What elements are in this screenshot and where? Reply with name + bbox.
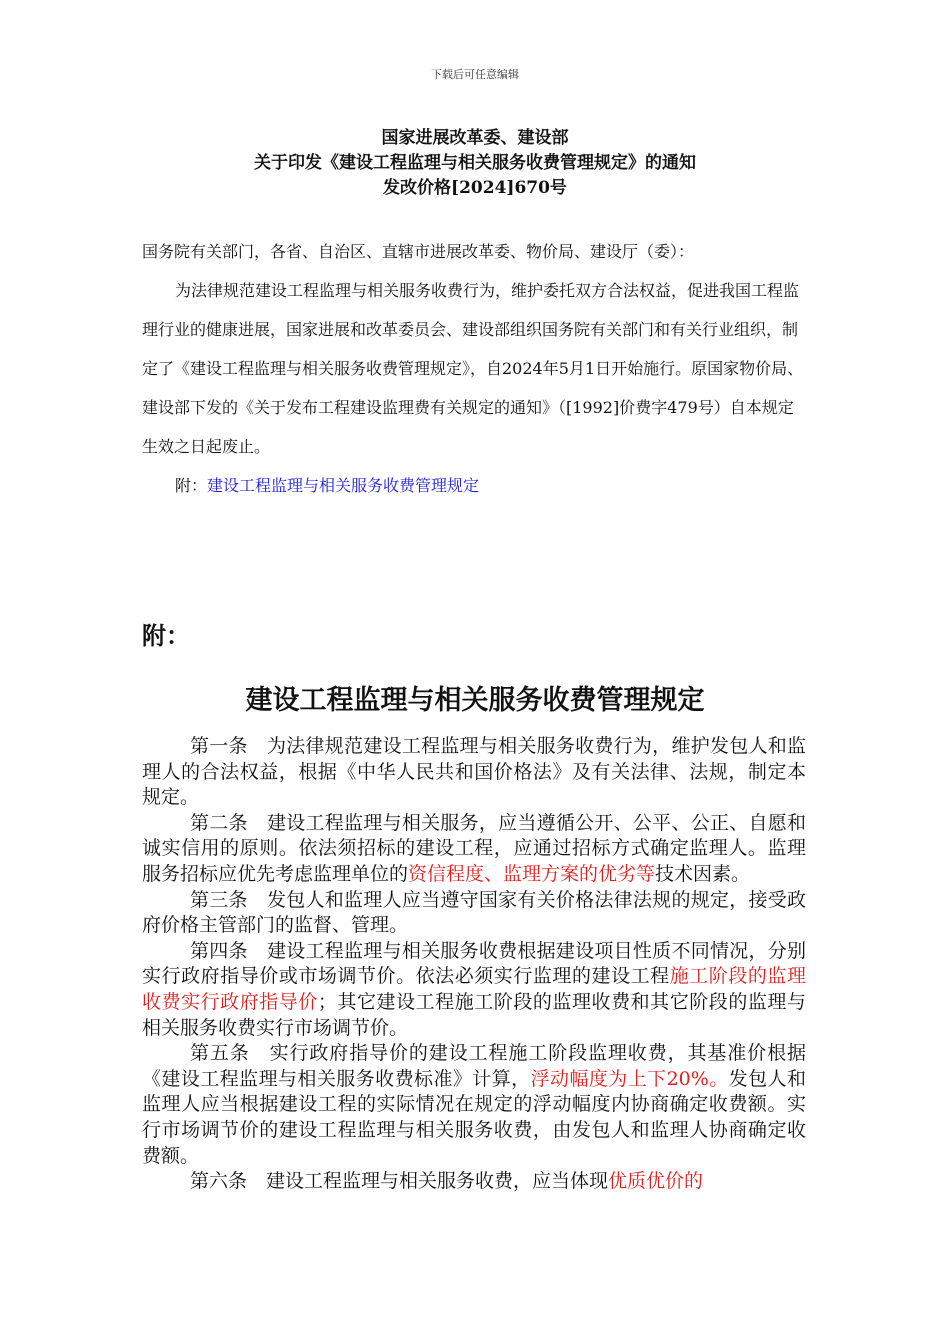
notice-salutation: 国务院有关部门，各省、自治区、直辖市进展改革委、物价局、建设厅（委）： [142, 242, 695, 261]
article-5 [142, 1041, 806, 1169]
article-2 [142, 811, 806, 888]
notice-document-number: 发改价格[2024]670号 [383, 178, 567, 198]
article-1: 第一条 为法律规范建设工程监理与相关服务收费行为，维护发包人和监理人的合法权益，根据《中华人民共和国价格法》及有关法律、法规，制定本规定。 [142, 735, 806, 809]
attachment-prefix: 附： [175, 476, 208, 495]
article-5-text-end: 发包人和监理人应当根据建设工程的实际情况在规定的浮动幅度内协商确定收费额。实行市场调节价的建设工程监理与相关服务收费，由发包人和监理人协商确定收费额。 [142, 1067, 806, 1167]
article-4-highlight: 施工阶段的监理收费实行政府指导价 [142, 965, 806, 1013]
attachment-heading: 附： [142, 621, 190, 650]
attachment-link[interactable]: 建设工程监理与相关服务收费管理规定 [207, 476, 480, 495]
article-3: 第三条 发包人和监理人应当遵守国家有关价格法律法规的规定，接受政府价格主管部门的监督、管理。 [142, 888, 806, 937]
article-6 [142, 1169, 806, 1195]
article-5-text: 第五条 实行政府指导价的建设工程施工阶段监理收费，其基准价根据《建设工程监理与相关服务收费标准》计算， [142, 1042, 806, 1090]
article-2-highlight: 资信程度、监理方案的优劣等 [408, 862, 656, 885]
regulation-articles [142, 734, 806, 1195]
regulation-title: 建设工程监理与相关服务收费管理规定 [245, 685, 705, 716]
article-5-highlight: 浮动幅度为上下20%。 [530, 1067, 729, 1090]
notice-attachment-line [142, 466, 808, 505]
article-6-text: 第六条 建设工程监理与相关服务收费，应当体现 [190, 1170, 609, 1193]
article-4-text-end: ；其它建设工程施工阶段的监理收费和其它阶段的监理与相关服务收费实行市场调节价。 [142, 990, 806, 1039]
article-6-highlight: 优质优价的 [608, 1170, 704, 1193]
notice-title-subject: 关于印发《建设工程监理与相关服务收费管理规定》的通知 [254, 153, 696, 173]
article-2-text-end: 技术因素。 [655, 862, 751, 885]
notice-title-issuer: 国家进展改革委、建设部 [381, 128, 569, 148]
notice-body [142, 232, 808, 505]
header-note: 下载后可任意编辑 [431, 68, 519, 81]
notice-title [0, 126, 950, 201]
article-2-text: 第二条 建设工程监理与相关服务，应当遵循公开、公平、公正、自愿和诚实信用的原则。依法须招标的建设工程，应通过招标方式确定监理人。监理服务招标应优先考虑监理单位的 [142, 811, 806, 885]
article-4 [142, 939, 806, 1041]
notice-paragraph: 为法律规范建设工程监理与相关服务收费行为，维护委托双方合法权益，促进我国工程监理行业的健康进展，国家进展和改革委员会、建设部组织国务院有关部门和有关行业组织，制定了《建设工程监理与相关服务收费管理规定》，自2024年5月1日开始施行。原国家物价局、建设部下发的《关于发布工程建设监理费有关规定的通知》（[1992]价费字479号）自本规定生效之日起废止。 [142, 281, 804, 456]
article-4-text: 第四条 建设工程监理与相关服务收费根据建设项目性质不同情况，分别实行政府指导价或市场调节价。依法必须实行监理的建设工程 [142, 939, 806, 988]
